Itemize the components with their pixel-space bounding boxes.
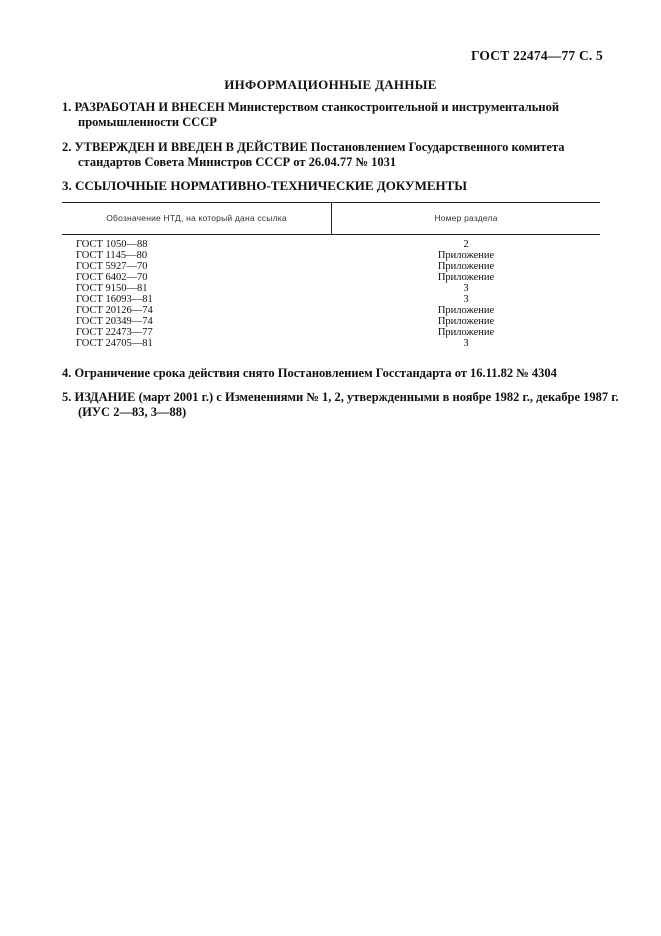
cell-document: ГОСТ 24705—81 — [76, 338, 153, 349]
table-row — [62, 239, 600, 250]
cell-section: Приложение — [437, 316, 495, 327]
table-row — [62, 261, 600, 272]
cell-document: ГОСТ 16093—81 — [76, 294, 153, 305]
info-item-1 — [62, 100, 623, 130]
cell-section: Приложение — [437, 250, 495, 261]
cell-section: Приложение — [437, 261, 495, 272]
cell-section: Приложение — [437, 327, 495, 338]
cell-document: ГОСТ 9150—81 — [76, 283, 148, 294]
page-title: ИНФОРМАЦИОННЫЕ ДАННЫЕ — [224, 77, 437, 92]
cell-document: ГОСТ 20126—74 — [76, 305, 153, 316]
table-header-section: Номер раздела — [434, 213, 498, 223]
cell-section: Приложение — [437, 272, 495, 283]
table-header-document: Обозначение НТД, на который дана ссылка — [106, 213, 287, 223]
page-header: ГОСТ 22474—77 С. 5 — [470, 48, 603, 63]
cell-section: Приложение — [437, 305, 495, 316]
item-number: 5. — [62, 390, 72, 404]
item-text: Постановлением Государственного комитета стандартов Совета Министров СССР от 26.04.77 № 1031 — [78, 140, 565, 169]
info-item-5 — [62, 390, 623, 420]
table-header-rule — [62, 234, 600, 235]
table-row — [62, 294, 600, 305]
table-row — [62, 338, 600, 349]
table-body — [62, 239, 600, 349]
cell-document: ГОСТ 20349—74 — [76, 316, 153, 327]
cell-section: 3 — [463, 283, 469, 294]
item-number: 1. — [62, 100, 72, 114]
item-text: Министерством станкостроительной и инструментальной промышленности СССР — [78, 100, 560, 129]
item-text: Ограничение срока действия снято Постановлением Госстандарта от 16.11.82 № 4304 — [74, 366, 557, 380]
table-row — [62, 327, 600, 338]
cell-section: 3 — [463, 338, 469, 349]
cell-section: 3 — [463, 294, 469, 305]
cell-document: ГОСТ 22473—77 — [76, 327, 153, 338]
info-item-2 — [62, 140, 623, 170]
table-row — [62, 250, 600, 261]
table-row — [62, 272, 600, 283]
item-number: 2. — [62, 140, 72, 154]
info-item-4 — [62, 366, 623, 381]
info-item-3 — [62, 178, 623, 193]
cell-document: ГОСТ 1050—88 — [76, 239, 148, 250]
table-row — [62, 316, 600, 327]
table-row — [62, 283, 600, 294]
item-text: (март 2001 г.) с Изменениями № 1, 2, утвержденными в ноябре 1982 г., декабре 1987 г. (ИУС 2—83, 3—88) — [78, 390, 619, 419]
item-number: 4. — [62, 366, 72, 380]
item-lead: УТВЕРЖДЕН И ВВЕДЕН В ДЕЙСТВИЕ — [74, 140, 308, 154]
item-lead: ССЫЛОЧНЫЕ НОРМАТИВНО-ТЕХНИЧЕСКИЕ ДОКУМЕНТЫ — [75, 178, 468, 193]
cell-section: 2 — [463, 239, 469, 250]
cell-document: ГОСТ 5927—70 — [76, 261, 148, 272]
cell-document: ГОСТ 6402—70 — [76, 272, 148, 283]
item-lead: ИЗДАНИЕ — [74, 390, 136, 404]
item-number: 3. — [62, 178, 72, 193]
cell-document: ГОСТ 1145—80 — [76, 250, 148, 261]
table-row — [62, 305, 600, 316]
item-lead: РАЗРАБОТАН И ВНЕСЕН — [74, 100, 225, 114]
